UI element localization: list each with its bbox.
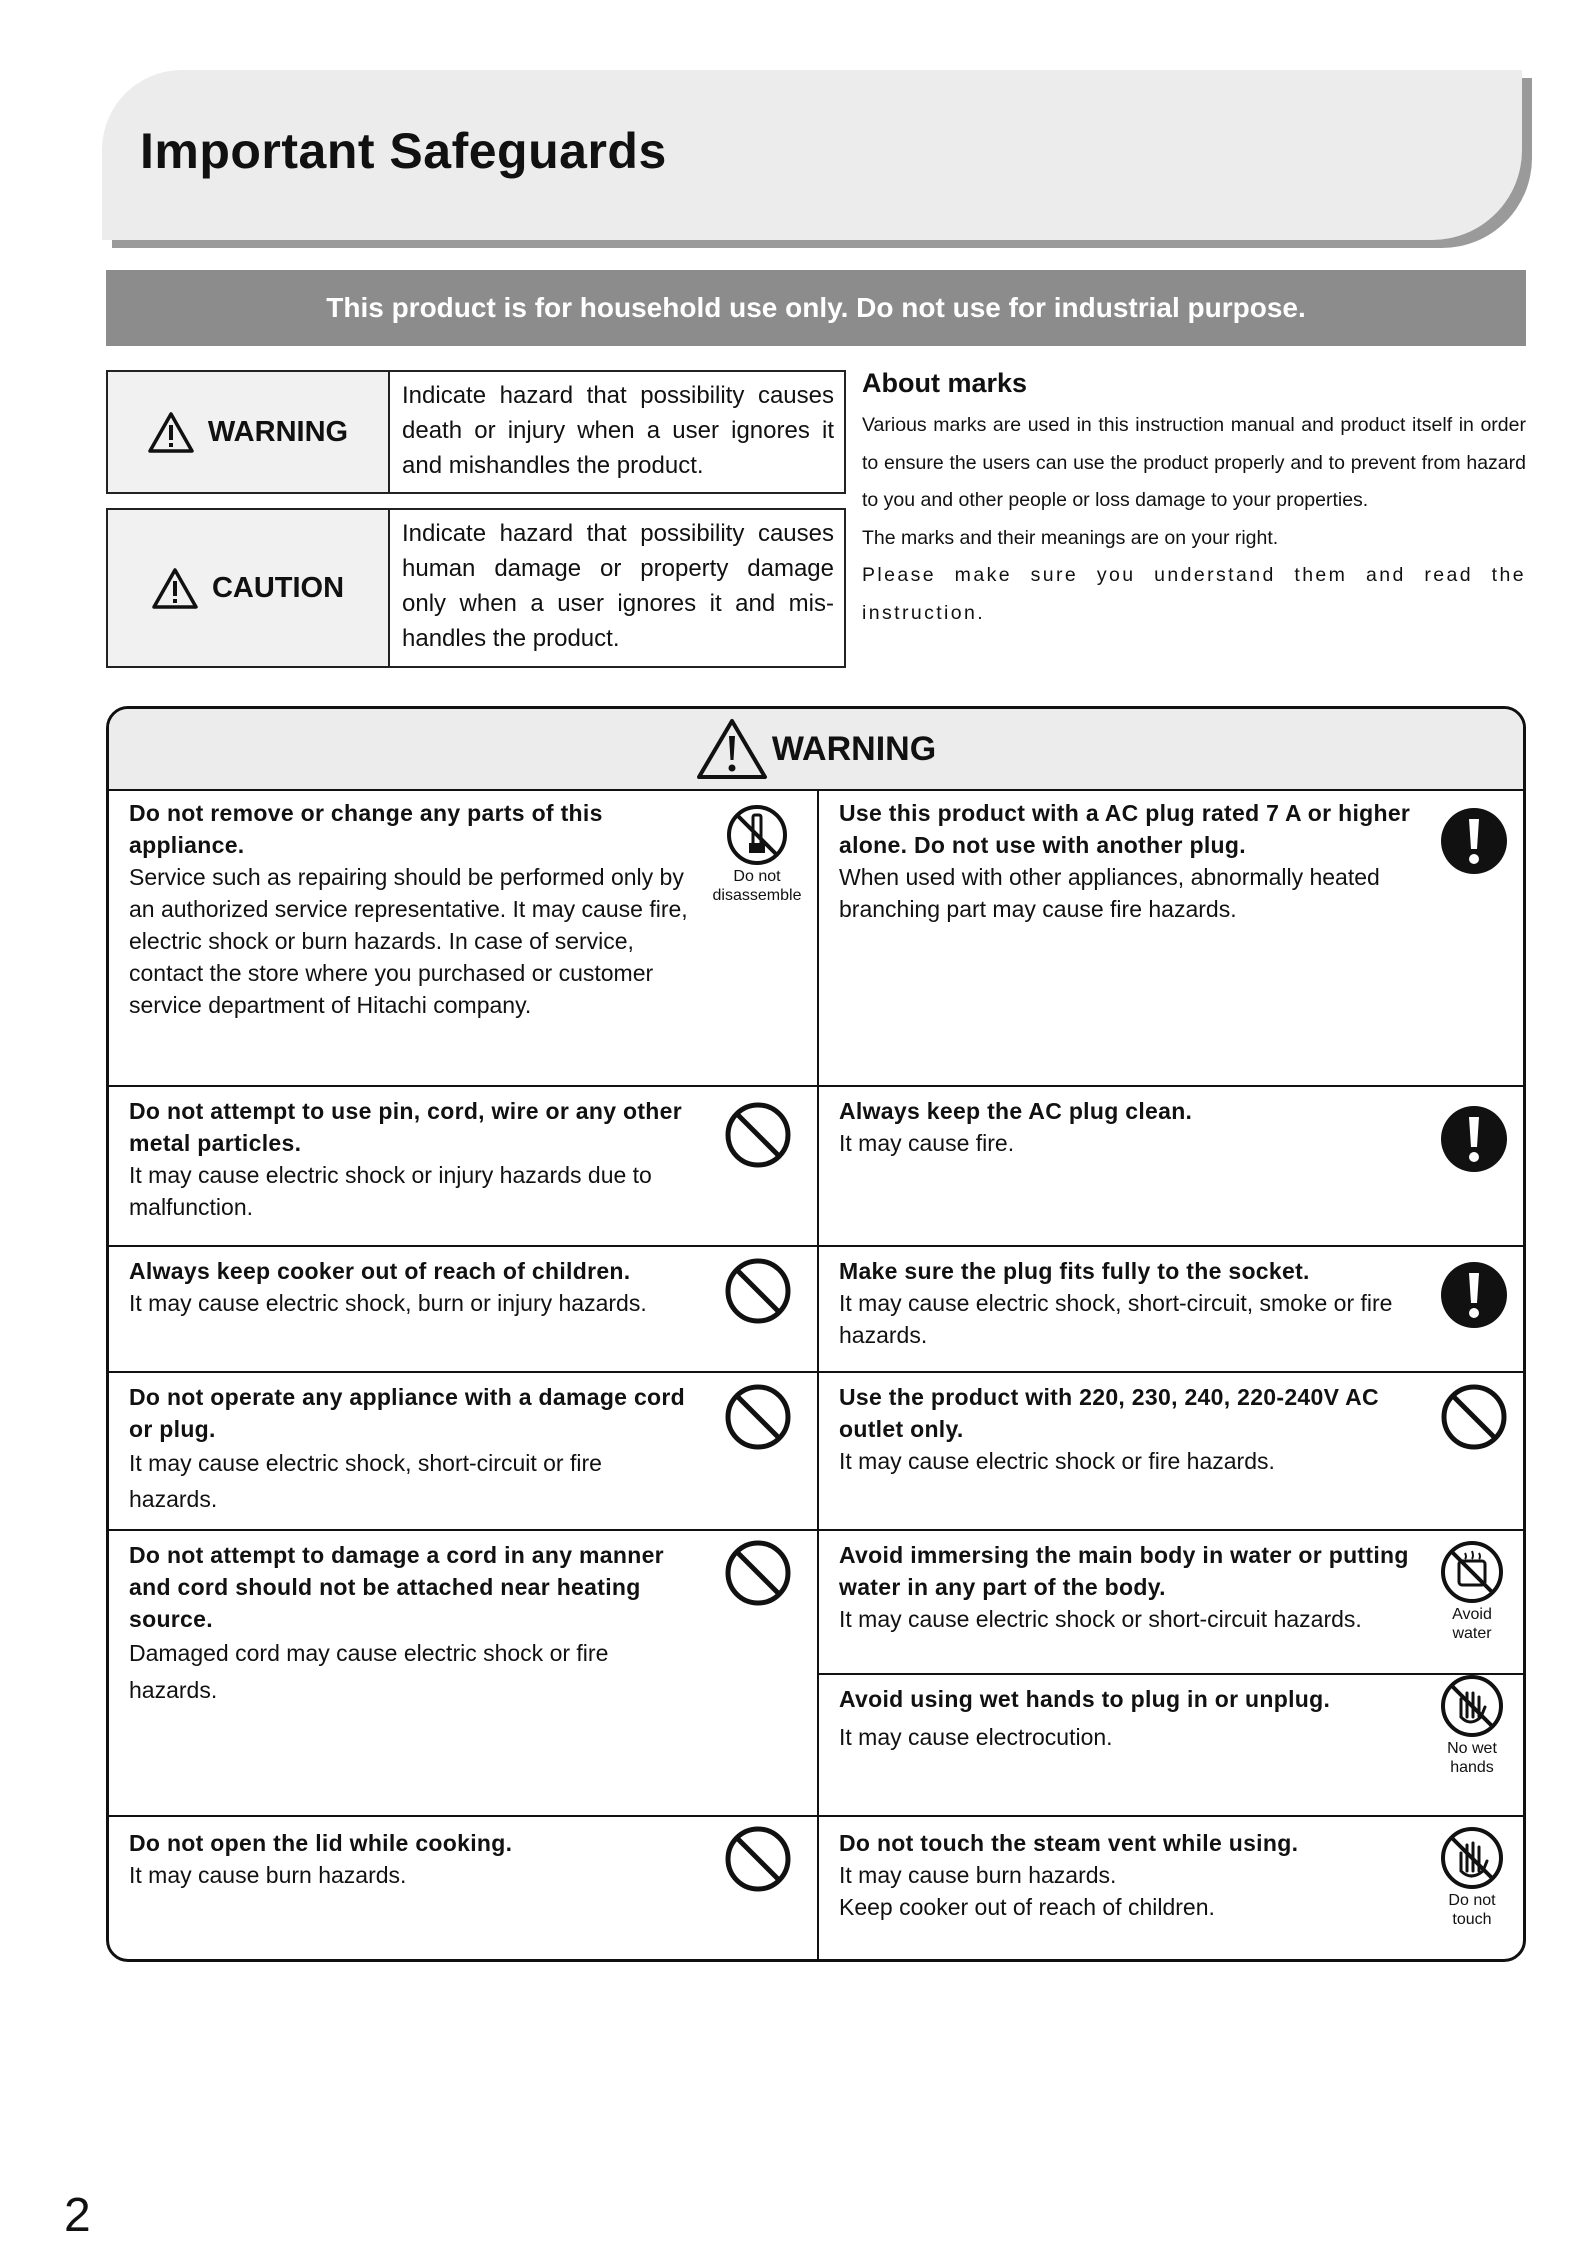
item-body: It may cause electric shock or injury hazards due to malfunction. <box>129 1162 652 1220</box>
table-item-damaged-cord <box>109 1381 709 1517</box>
legend-caution-text: Indicate hazard that possibility causes human damage or property damage only when a user ignores it and mis-handles the product. <box>402 520 834 652</box>
item-title: Use this product with a AC plug rated 7 A or higher alone. Do not use with another plug. <box>839 800 1411 858</box>
legend-warning <box>106 370 846 494</box>
item-title: Use the product with 220, 230, 240, 220-240V AC outlet only. <box>839 1384 1379 1442</box>
row-divider <box>109 1815 1523 1817</box>
item-body: It may cause electric shock, short-circuit, smoke or fire hazards. <box>839 1290 1393 1348</box>
item-body: Service such as repairing should be performed only by an authorized service representative. It may cause fire, electric shock or burn hazards. In case of service, contact the store where you purchased or customer service department of Hitachi company. <box>129 864 688 1018</box>
warning-table-header <box>109 709 1523 791</box>
prohibition-icon <box>1439 1383 1509 1451</box>
warning-table <box>106 706 1526 1962</box>
item-body: It may cause electric shock or fire hazards. <box>839 1448 1275 1474</box>
mandatory-exclamation-icon <box>1439 807 1509 875</box>
item-title: Do not remove or change any parts of this appliance. <box>129 800 603 858</box>
column-divider <box>817 789 819 1959</box>
item-title: Do not touch the steam vent while using. <box>839 1830 1299 1856</box>
about-marks-heading: About marks <box>862 368 1028 398</box>
table-item-do-not-open-lid <box>109 1827 709 1891</box>
icon-caption: Do not <box>733 868 781 885</box>
legend-warning-text: Indicate hazard that possibility causes death or injury when a user ignores it and mishandles the product. <box>402 382 834 479</box>
legend-caution-label: CAUTION <box>211 571 345 604</box>
row-divider <box>109 1245 1523 1247</box>
item-body: It may cause electric shock, short-circuit or fire hazards. <box>129 1450 602 1512</box>
legend-warning-label: WARNING <box>207 415 349 448</box>
about-marks <box>862 368 1526 632</box>
prohibition-icon <box>723 1257 793 1325</box>
prohibition-icon <box>723 1825 793 1893</box>
item-title: Avoid immersing the main body in water or putting water in any part of the body. <box>839 1542 1409 1600</box>
legend-caution-label-cell <box>108 510 390 666</box>
row-divider <box>109 1085 1523 1087</box>
table-item-no-metal-objects <box>109 1095 709 1223</box>
item-title: Always keep the AC plug clean. <box>839 1098 1193 1124</box>
prohibition-icon <box>723 1101 793 1169</box>
title-banner <box>102 70 1522 240</box>
page-number: 2 <box>64 2189 91 2242</box>
item-title: Always keep cooker out of reach of children. <box>129 1258 631 1284</box>
prohibition-icon <box>723 1383 793 1451</box>
item-title: Do not operate any appliance with a damage cord or plug. <box>129 1384 685 1442</box>
item-title: Do not attempt to damage a cord in any manner and cord should not be attached near heating source. <box>129 1542 664 1632</box>
caution-triangle-icon <box>152 567 198 609</box>
page-title: Important Safeguards <box>140 123 667 179</box>
table-item-steam-vent <box>819 1827 1431 1923</box>
avoid-water-icon <box>1427 1539 1517 1643</box>
row-divider <box>109 1529 1523 1531</box>
table-item-keep-from-children <box>109 1255 709 1319</box>
icon-caption: Avoid <box>1452 1606 1492 1623</box>
item-title: Make sure the plug fits fully to the socket. <box>839 1258 1310 1284</box>
about-marks-text-3: Please make sure you understand them and read the instruction. <box>862 564 1526 624</box>
table-item-ac-plug-rating <box>819 797 1431 925</box>
do-not-touch-icon <box>1427 1825 1517 1929</box>
prohibition-icon <box>723 1539 793 1607</box>
table-item-no-immersion <box>819 1539 1431 1635</box>
icon-caption: No wet <box>1447 1740 1497 1757</box>
row-divider <box>109 1371 1523 1373</box>
warning-table-title: WARNING <box>771 729 937 768</box>
legend-warning-label-cell <box>108 372 390 492</box>
table-item-keep-plug-clean <box>819 1095 1431 1159</box>
about-marks-text-2: The marks and their meanings are on your right. <box>862 526 1279 549</box>
household-note: This product is for household use only. Do not use for industrial purpose. <box>106 270 1526 346</box>
item-body: Keep cooker out of reach of children. <box>839 1894 1215 1920</box>
table-item-no-wet-hands <box>819 1683 1431 1753</box>
mandatory-exclamation-icon <box>1439 1261 1509 1329</box>
item-body: It may cause electric shock or short-circuit hazards. <box>839 1606 1362 1632</box>
mandatory-exclamation-icon <box>1439 1105 1509 1173</box>
icon-caption: Do not <box>1448 1892 1496 1909</box>
icon-caption: hands <box>1450 1759 1494 1776</box>
icon-caption: water <box>1452 1625 1492 1642</box>
item-title: Do not open the lid while cooking. <box>129 1830 513 1856</box>
warning-triangle-icon <box>148 411 194 453</box>
about-marks-text: Various marks are used in this instruction manual and product itself in order to ensure the users can use the product properly and to prevent from hazard to you and other people or loss damage to your properties. <box>862 414 1526 511</box>
icon-caption: touch <box>1452 1911 1492 1928</box>
item-title: Avoid using wet hands to plug in or unplug. <box>839 1686 1331 1712</box>
table-item-protect-cord <box>109 1539 709 1709</box>
item-body: Damaged cord may cause electric shock or fire hazards. <box>129 1640 609 1703</box>
item-title: Do not attempt to use pin, cord, wire or any other metal particles. <box>129 1098 682 1156</box>
item-body: It may cause electrocution. <box>839 1724 1113 1750</box>
item-body: When used with other appliances, abnormally heated branching part may cause fire hazards. <box>839 864 1380 922</box>
table-item-plug-fits-fully <box>819 1255 1431 1351</box>
item-body: It may cause burn hazards. <box>129 1862 407 1888</box>
no-wet-hands-icon <box>1427 1673 1517 1777</box>
row-divider <box>819 1673 1523 1675</box>
no-disassemble-icon <box>707 803 807 905</box>
table-item-no-disassemble <box>109 797 709 1021</box>
item-body: It may cause fire. <box>839 1130 1015 1156</box>
warning-triangle-icon <box>696 718 768 780</box>
item-body: It may cause burn hazards. <box>839 1862 1117 1888</box>
table-item-voltage-outlet <box>819 1381 1431 1477</box>
item-body: It may cause electric shock, burn or injury hazards. <box>129 1290 647 1316</box>
legend-caution <box>106 508 846 668</box>
icon-caption: disassemble <box>712 887 802 904</box>
